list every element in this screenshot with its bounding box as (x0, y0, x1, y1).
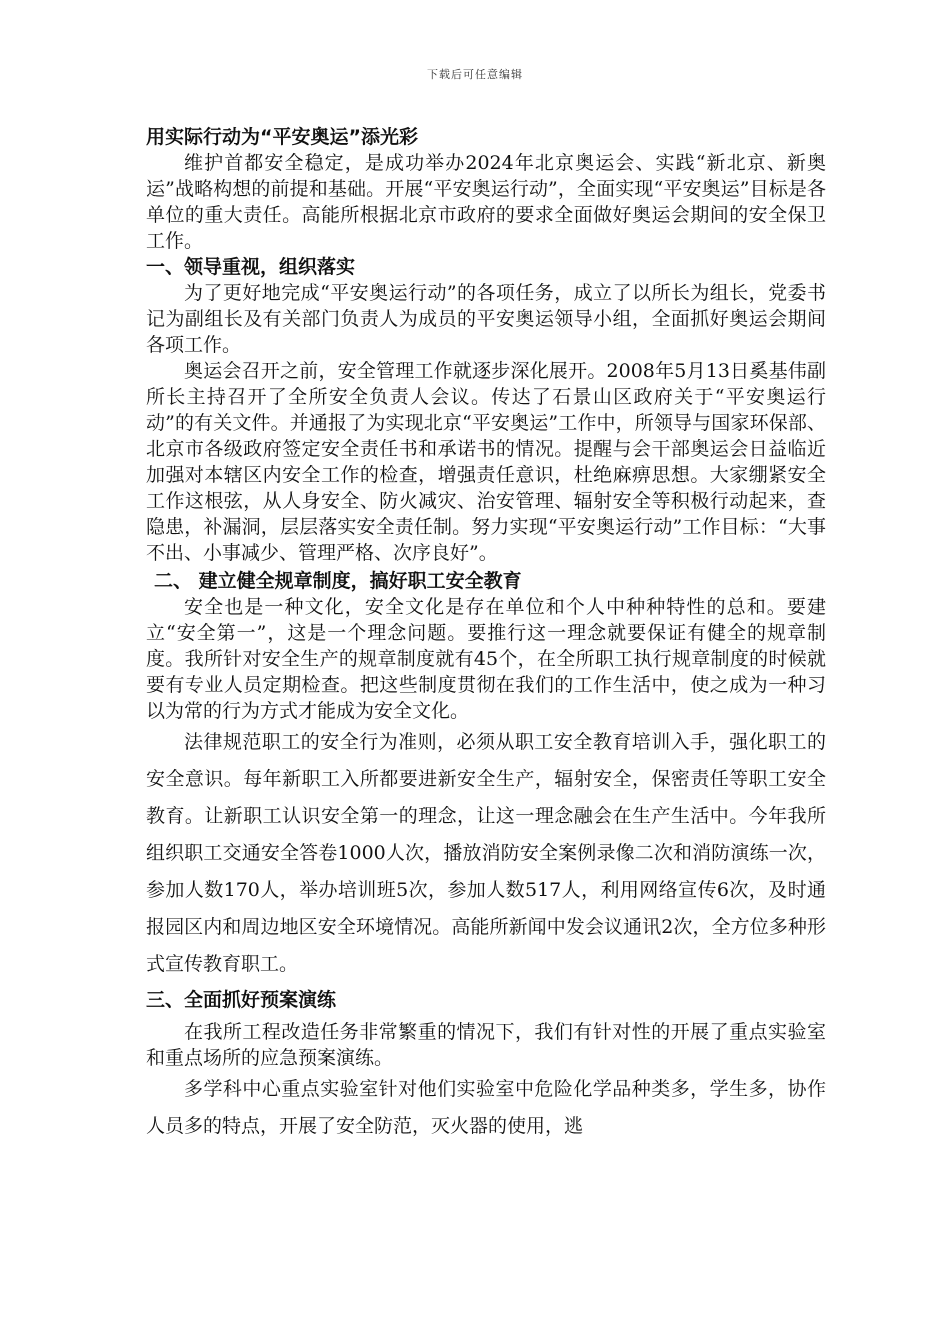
intro-paragraph: 维护首都安全稳定，是成功举办2024年北京奥运会、实践“新北京、新奥运”战略构想的前提和基础。开展“平安奥运行动”，全面实现“平安奥运”目标是各单位的重大责任。高能所根据北京市政府的要求全面做好奥运会期间的安全保卫工作。 (146, 152, 826, 252)
section-3-paragraph-1: 在我所工程改造任务非常繁重的情况下，我们有针对性的开展了重点实验室和重点场所的应急预案演练。 (146, 1021, 826, 1069)
section-2-paragraph-2: 法律规范职工的安全行为准则，必须从职工安全教育培训入手，强化职工的安全意识。每年新职工入所都要进新安全生产，辐射安全，保密责任等职工安全教育。让新职工认识安全第一的理念，让这一理念融会在生产生活中。今年我所组织职工交通安全答卷1000人次，播放消防安全案例录像二次和消防演练一次，参加人数170人，举办培训班5次，参加人数517人，利用网络宣传6次，及时通报园区内和周边地区安全环境情况。高能所新闻中发会议通讯2次，全方位多种形式宣传教育职工。 (146, 731, 826, 975)
section-1-paragraph-2: 奥运会召开之前，安全管理工作就逐步深化展开。2008年5月13日奚基伟副所长主持召开了全所安全负责人会议。传达了石景山区政府关于“平安奥运行动”的有关文件。并通报了为实现北京“平安奥运”工作中，所领导与国家环保部、北京市各级政府签定安全责任书和承诺书的情况。提醒与会干部奥运会日益临近加强对本辖区内安全工作的检查，增强责任意识，杜绝麻痹思想。大家绷紧安全工作这根弦，从人身安全、防火减灾、治安管理、辐射安全等积极行动起来，查隐患，补漏洞，层层落实安全责任制。努力实现“平安奥运行动”工作目标：“大事不出、小事减少、管理严格、次序良好”。 (146, 360, 826, 564)
section-2-heading: 二、 建立健全规章制度，搞好职工安全教育 (154, 570, 522, 592)
section-1-paragraph-1: 为了更好地完成“平安奥运行动”的各项任务，成立了以所长为组长，党委书记为副组长及有关部门负责人为成员的平安奥运领导小组，全面抓好奥运会期间各项工作。 (146, 282, 826, 356)
section-3-paragraph-2: 多学科中心重点实验室针对他们实验室中危险化学品种类多，学生多，协作人员多的特点，开展了安全防范，灭火器的使用，逃 (146, 1078, 826, 1137)
document-title: 用实际行动为“平安奥运”添光彩 (146, 126, 418, 148)
section-2-paragraph-1: 安全也是一种文化，安全文化是存在单位和个人中种种特性的总和。要建立“安全第一”，这是一个理念问题。要推行这一理念就要保证有健全的规章制度。我所针对安全生产的规章制度就有45个，在全所职工执行规章制度的时候就要有专业人员定期检查。把这些制度贯彻在我们的工作生活中，使之成为一种习以为常的行为方式才能成为安全文化。 (146, 596, 826, 722)
section-3-heading: 三、全面抓好预案演练 (146, 989, 337, 1011)
section-1-heading: 一、领导重视，组织落实 (146, 256, 356, 278)
document-body (146, 124, 826, 1145)
page-header: 下载后可任意编辑 (427, 68, 523, 81)
